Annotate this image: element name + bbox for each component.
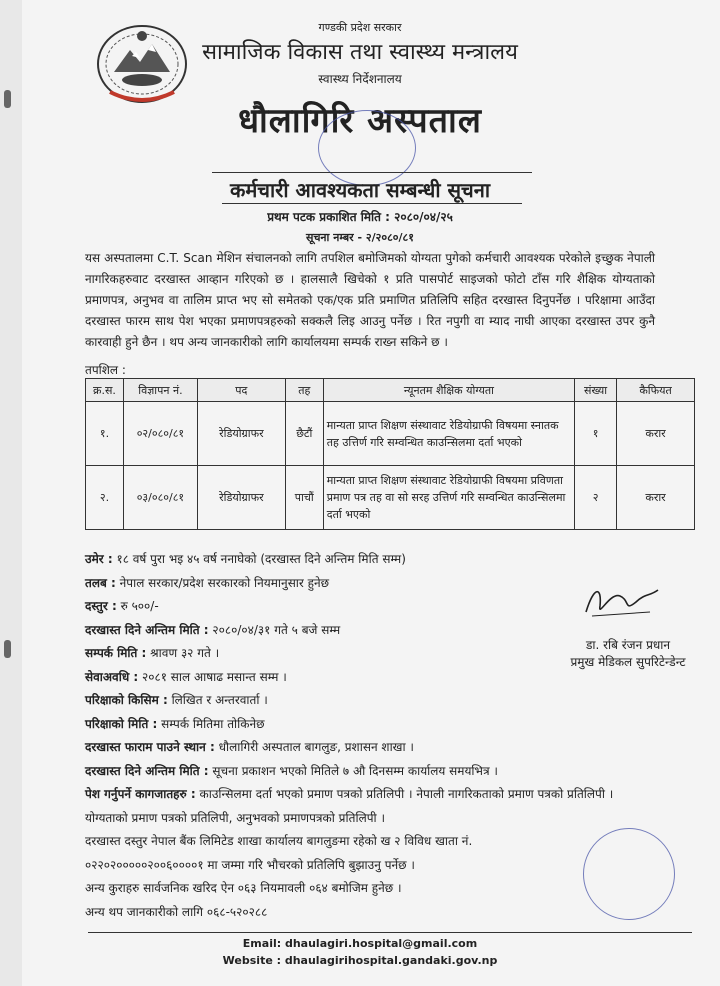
title-rule-bottom: [222, 203, 522, 204]
extra-line: अन्य कुराहरु सार्वजनिक खरिद ऐन ०६३ नियमावली ०६४ बमोजिम हुनेछ ।: [85, 881, 402, 895]
extra-line: योग्यताको प्रमाण पत्रको प्रतिलिपी, अनुभवको प्रमाणपत्रको प्रतिलिपी ।: [85, 810, 385, 825]
cell-post: रेडियोग्राफर: [197, 466, 285, 530]
cell-sn: २.: [86, 466, 124, 530]
detail-submission-deadline: दरखास्त दिने अन्तिम मिति : सूचना प्रकाशन भएको मितिले ७ औ दिनसम्म कार्यालय समयभित्र ।: [85, 763, 498, 778]
province-name: गण्डकी प्रदेश सरकार: [318, 21, 402, 34]
office-stamp: [318, 110, 416, 186]
office-seal: [583, 828, 675, 920]
col-header-post: पद: [197, 379, 285, 402]
extra-line: दरखास्त दस्तुर नेपाल बैंक लिमिटेड शाखा कार्यालय बागलुङमा रहेको ख २ विविध खाता नं.: [85, 834, 473, 848]
hospital-name: धौलागिरि अस्पताल: [238, 101, 482, 141]
cell-qualification: मान्यता प्राप्त शिक्षण संस्थावाट रेडियोग्राफी विषयमा प्रविणता प्रमाण पत्र तह वा सो सरह उत्तिर्ण गरि सम्वन्धित काउन्सिलमा दर्ता भएको: [323, 466, 574, 530]
punch-strip: [0, 0, 22, 986]
cell-remark: करार: [617, 466, 695, 530]
detail-exam-date: परिक्षाको मिति : सम्पर्क मितिमा तोकिनेछ: [85, 716, 265, 731]
vacancy-table: [85, 378, 695, 530]
cell-count: १: [575, 402, 617, 466]
detail-salary: तलब : नेपाल सरकार/प्रदेश सरकारको नियमानुसार हुनेछ: [85, 575, 330, 590]
cell-level: छैटौं: [285, 402, 323, 466]
extra-line: अन्य थप जानकारीको लागि ०६८-५२०२८८: [85, 904, 268, 919]
title-rule-top: [212, 172, 532, 173]
detail-contact-date: सम्पर्क मिति : श्रावण ३२ गते ।: [85, 646, 220, 660]
col-header-level: तह: [285, 379, 323, 402]
cell-count: २: [575, 466, 617, 530]
col-header-remark: कैफियत: [617, 379, 695, 402]
cell-qualification: मान्यता प्राप्त शिक्षण संस्थावाट रेडियोग्राफी विषयमा स्नातक तह उत्तिर्ण गरि सम्वन्धित काउन्सिलमा दर्ता भएको: [323, 402, 574, 466]
punch-hole: [4, 640, 11, 658]
col-header-qualification: न्यूनतम शैक्षिक योग्यता: [323, 379, 574, 402]
detail-required-documents: पेश गर्नुपर्ने कागजातहरु : काउन्सिलमा दर्ता भएको प्रमाण पत्रको प्रतिलिपी । नेपाली नागरिकताको प्रमाण पत्रको प्रतिलिपी ।: [85, 787, 614, 801]
cell-ad-no: ०३/०८०/८१: [123, 466, 197, 530]
publish-date: प्रथम पटक प्रकाशित मिति : २०८०/०४/२५: [267, 210, 453, 224]
signatory-title: प्रमुख मेडिकल सुपरिटेन्डेन्ट: [570, 655, 686, 669]
notice-title: कर्मचारी आवश्यकता सम्बन्धी सूचना: [229, 178, 490, 202]
extra-line: ०२२०२०००००२००६००००१ मा जम्मा गरि भौचरको प्रतिलिपि बुझाउनु पर्नेछ ।: [85, 857, 415, 872]
footer-email: Email: dhaulagiri.hospital@gmail.com: [242, 937, 478, 950]
detail-exam-type: परिक्षाको किसिम : लिखित र अन्तरवार्ता ।: [85, 693, 268, 707]
detail-form-location: दरखास्त फाराम पाउने स्थान : धौलागिरी अस्पताल बागलुङ, प्रशासन शाखा ।: [85, 740, 414, 754]
signatory-name: डा. रबि रंजन प्रधान: [585, 638, 671, 652]
table-row: [86, 466, 695, 530]
signature-block: [548, 580, 708, 670]
notice-body: यस अस्पतालमा C.T. Scan मेशिन संचालनको लागि तपशिल बमोजिमको योग्यता पुगेको कर्मचारी आवश्यक परेकोले इच्छुक नेपाली नागरिकहरुवाट दरखास्त आव्हान गरिएको छ । हालसालै खिचेको १ प्रति पासपोर्ट साइजको फोटो टाँस गरि शैक्षिक योग्यताको प्रमाणपत्र, अनुभव वा तालिम प्राप्त भए सो समेतको एक/एक प्रति प्रमाणित प्रतिलिपि सहित दरखास्त दिनुपर्नेछ । परिक्षामा आउँदा दरखास्त फारम साथ पेश भएका प्रमाणपत्रहरुको सक्कलै लिइ आउनु पर्नेछ । रित नपुगी वा म्याद नाघी आएका दरखास्त उपर कुनै कारवाही हुने छैन । थप अन्य जानकारीको लागि कार्यालयमा सम्पर्क राख्न सकिने छ ।: [85, 251, 655, 349]
notice-number: सूचना नम्बर - २/२०८०/८१: [306, 231, 414, 244]
detail-service-period: सेवाअवधि : २०८१ साल आषाढ मसान्त सम्म ।: [85, 669, 287, 684]
directorate-name: स्वास्थ्य निर्देशनालय: [318, 72, 402, 86]
cell-level: पाचौं: [285, 466, 323, 530]
cell-remark: करार: [617, 402, 695, 466]
tapshil-label: तपशिल :: [85, 363, 126, 377]
detail-deadline: दरखास्त दिने अन्तिम मिति : २०८०/०४/३१ गते ५ बजे सम्म: [85, 622, 341, 637]
detail-age: उमेर : १८ वर्ष पुरा भइ ४५ वर्ष ननाघेको (दरखास्त दिने अन्तिम मिति सम्म): [85, 552, 406, 566]
footer-website: Website : dhaulagirihospital.gandaki.gov.np: [222, 954, 498, 967]
col-header-sn: क्र.स.: [86, 379, 124, 402]
cell-post: रेडियोग्राफर: [197, 402, 285, 466]
cell-sn: १.: [86, 402, 124, 466]
table-row: [86, 402, 695, 466]
col-header-ad-no: विज्ञापन नं.: [123, 379, 197, 402]
col-header-count: संख्या: [575, 379, 617, 402]
footer-rule: [88, 932, 692, 933]
ministry-name: सामाजिक विकास तथा स्वास्थ्य मन्त्रालय: [202, 40, 518, 65]
cell-ad-no: ०२/०८०/८१: [123, 402, 197, 466]
table-header-row: [86, 379, 695, 402]
detail-fee: दस्तुर : रु ५००/-: [85, 599, 159, 613]
